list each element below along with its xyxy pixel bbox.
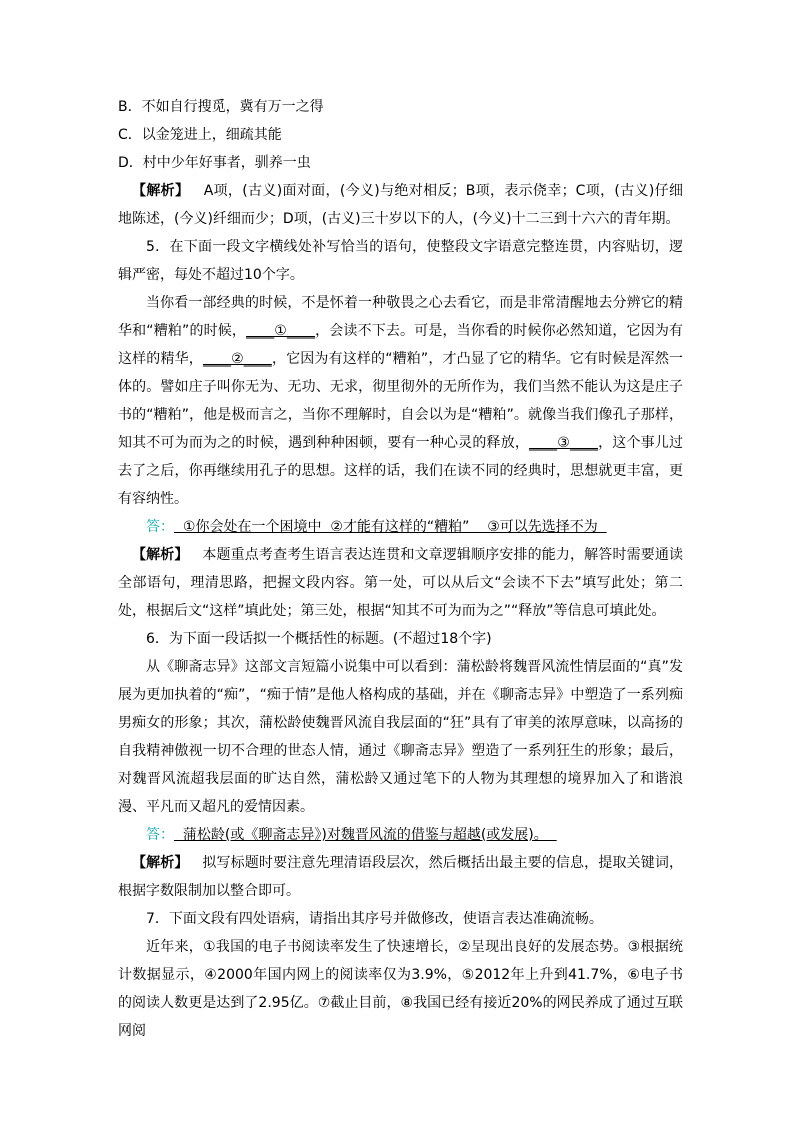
- option-d: D．村中少年好事者，驯养一虫: [118, 155, 311, 171]
- blank-2: ____②____: [202, 351, 272, 367]
- answer-text: 蒲松龄(或《聊斋志异》)对魏晋风流的借鉴与超越(或发展)。: [174, 827, 557, 843]
- q7-question: 7．下面文段有四处语病，请指出其序号并做修改，使语言表达准确流畅。: [146, 911, 603, 927]
- blank-1: ____①____: [246, 323, 315, 339]
- document-content: [118, 93, 683, 1045]
- analysis-tag: 【解析】: [132, 183, 190, 199]
- blank-3: ____③____: [529, 435, 598, 451]
- q6-passage: 从《聊斋志异》这部文言短篇小说集中可以看到：蒲松龄将魏晋风流性情层面的“真”发展为更加执着的“痴”，“痴于情”是他人格构成的基础，并在《聊斋志异》中塑造了一系列痴男痴女的形象；其次，蒲松龄使魏晋风流自我层面的“狂”具有了审美的浓厚意味，以高扬的自我精神傲视一切不合理的世态人情，通过《聊斋志异》塑造了一系列狂生的形象；最后，对魏晋风流超我层面的旷达自然，蒲松龄又通过笔下的人物为其理想的境界加入了和谐浪漫、平凡而又超凡的爱情因素。: [118, 659, 683, 815]
- answer-text: ①你会处在一个困境中 ②才能有这样的“糟粕” ③可以先选择不为: [174, 519, 607, 535]
- passage-text: 当你看一部经典的时候，不是怀着一种敬畏之心去看它，而是非常清醒地去分辨它的精华和“糟粕”的时候，: [118, 295, 683, 339]
- q5-analysis: [118, 541, 683, 625]
- option-b: B．不如自行搜觅，冀有万一之得: [118, 99, 324, 115]
- q5-passage: [118, 289, 683, 513]
- answer-label: 答：: [146, 519, 174, 535]
- analysis-text: 本题重点考查考生语言表达连贯和文章逻辑顺序安排的能力，解答时需要通读全部语句，理清思路，把握文段内容。第一处，可以从后文“会读不下去”填写此处；第二处，根据后文“这样”填此处；第三处，根据“知其不可为而为之”“释放”等信息可填此处。: [118, 547, 684, 619]
- passage-text: ，这个事儿过去了之后，你再继续用孔子的思想。这样的话，我们在读不同的经典时，思想就更丰富，更有容纳性。: [118, 435, 683, 507]
- analysis-tag: 【解析】: [132, 547, 189, 563]
- passage-text: ，会读不下去。可是，当你看的时候你必然知道，它因为有这样的精华，: [118, 323, 684, 367]
- passage-text: ，它因为有这样的“糟粕”，才凸显了它的精华。它有时候是浑然一体的。譬如庄子叫你无为、无功、无求，彻里彻外的无所作为，我们当然不能认为这是庄子书的“糟粕”，他是极而言之，当你不理解时，自会以为是“糟粕”。就像当我们像孔子那样，知其不可为而为之的时候，遇到种种困顿，要有一种心灵的释放，: [118, 351, 683, 451]
- q5-question: 5．在下面一段文字横线处补写恰当的语句，使整段文字语意完整连贯，内容贴切，逻辑严密，每处不超过10个字。: [118, 239, 683, 283]
- q6-question: 6．为下面一段话拟一个概括性的标题。(不超过18个字): [146, 631, 492, 647]
- option-c: C．以金笼进上，细疏其能: [118, 127, 282, 143]
- analysis-text: 拟写标题时要注意先理清语段层次，然后概括出最主要的信息，提取关键词，根据字数限制加以整合即可。: [118, 855, 684, 899]
- q6-analysis: [118, 849, 683, 905]
- analysis-tag: 【解析】: [132, 855, 189, 871]
- q5-answer: [118, 513, 683, 541]
- answer-label: 答：: [146, 827, 174, 843]
- q6-answer: [118, 821, 683, 849]
- q7-passage: 近年来，①我国的电子书阅读率发生了快速增长，②呈现出良好的发展态势。③根据统计数据显示，④2000年国内网上的阅读率仅为3.9%，⑤2012年上升到41.7%，⑥电子书的阅读人数更是达到了2.95亿。⑦截止目前，⑧我国已经有接近20%的网民养成了通过互联网阅: [118, 939, 683, 1039]
- analysis-text: A项，(古义)面对面，(今义)与绝对相反；B项，表示侥幸；C项，(古义)仔细地陈述，(今义)纤细而少；D项，(古义)三十岁以下的人，(今义)十二三到十六六的青年期。: [118, 183, 684, 227]
- q4-analysis: [118, 177, 683, 233]
